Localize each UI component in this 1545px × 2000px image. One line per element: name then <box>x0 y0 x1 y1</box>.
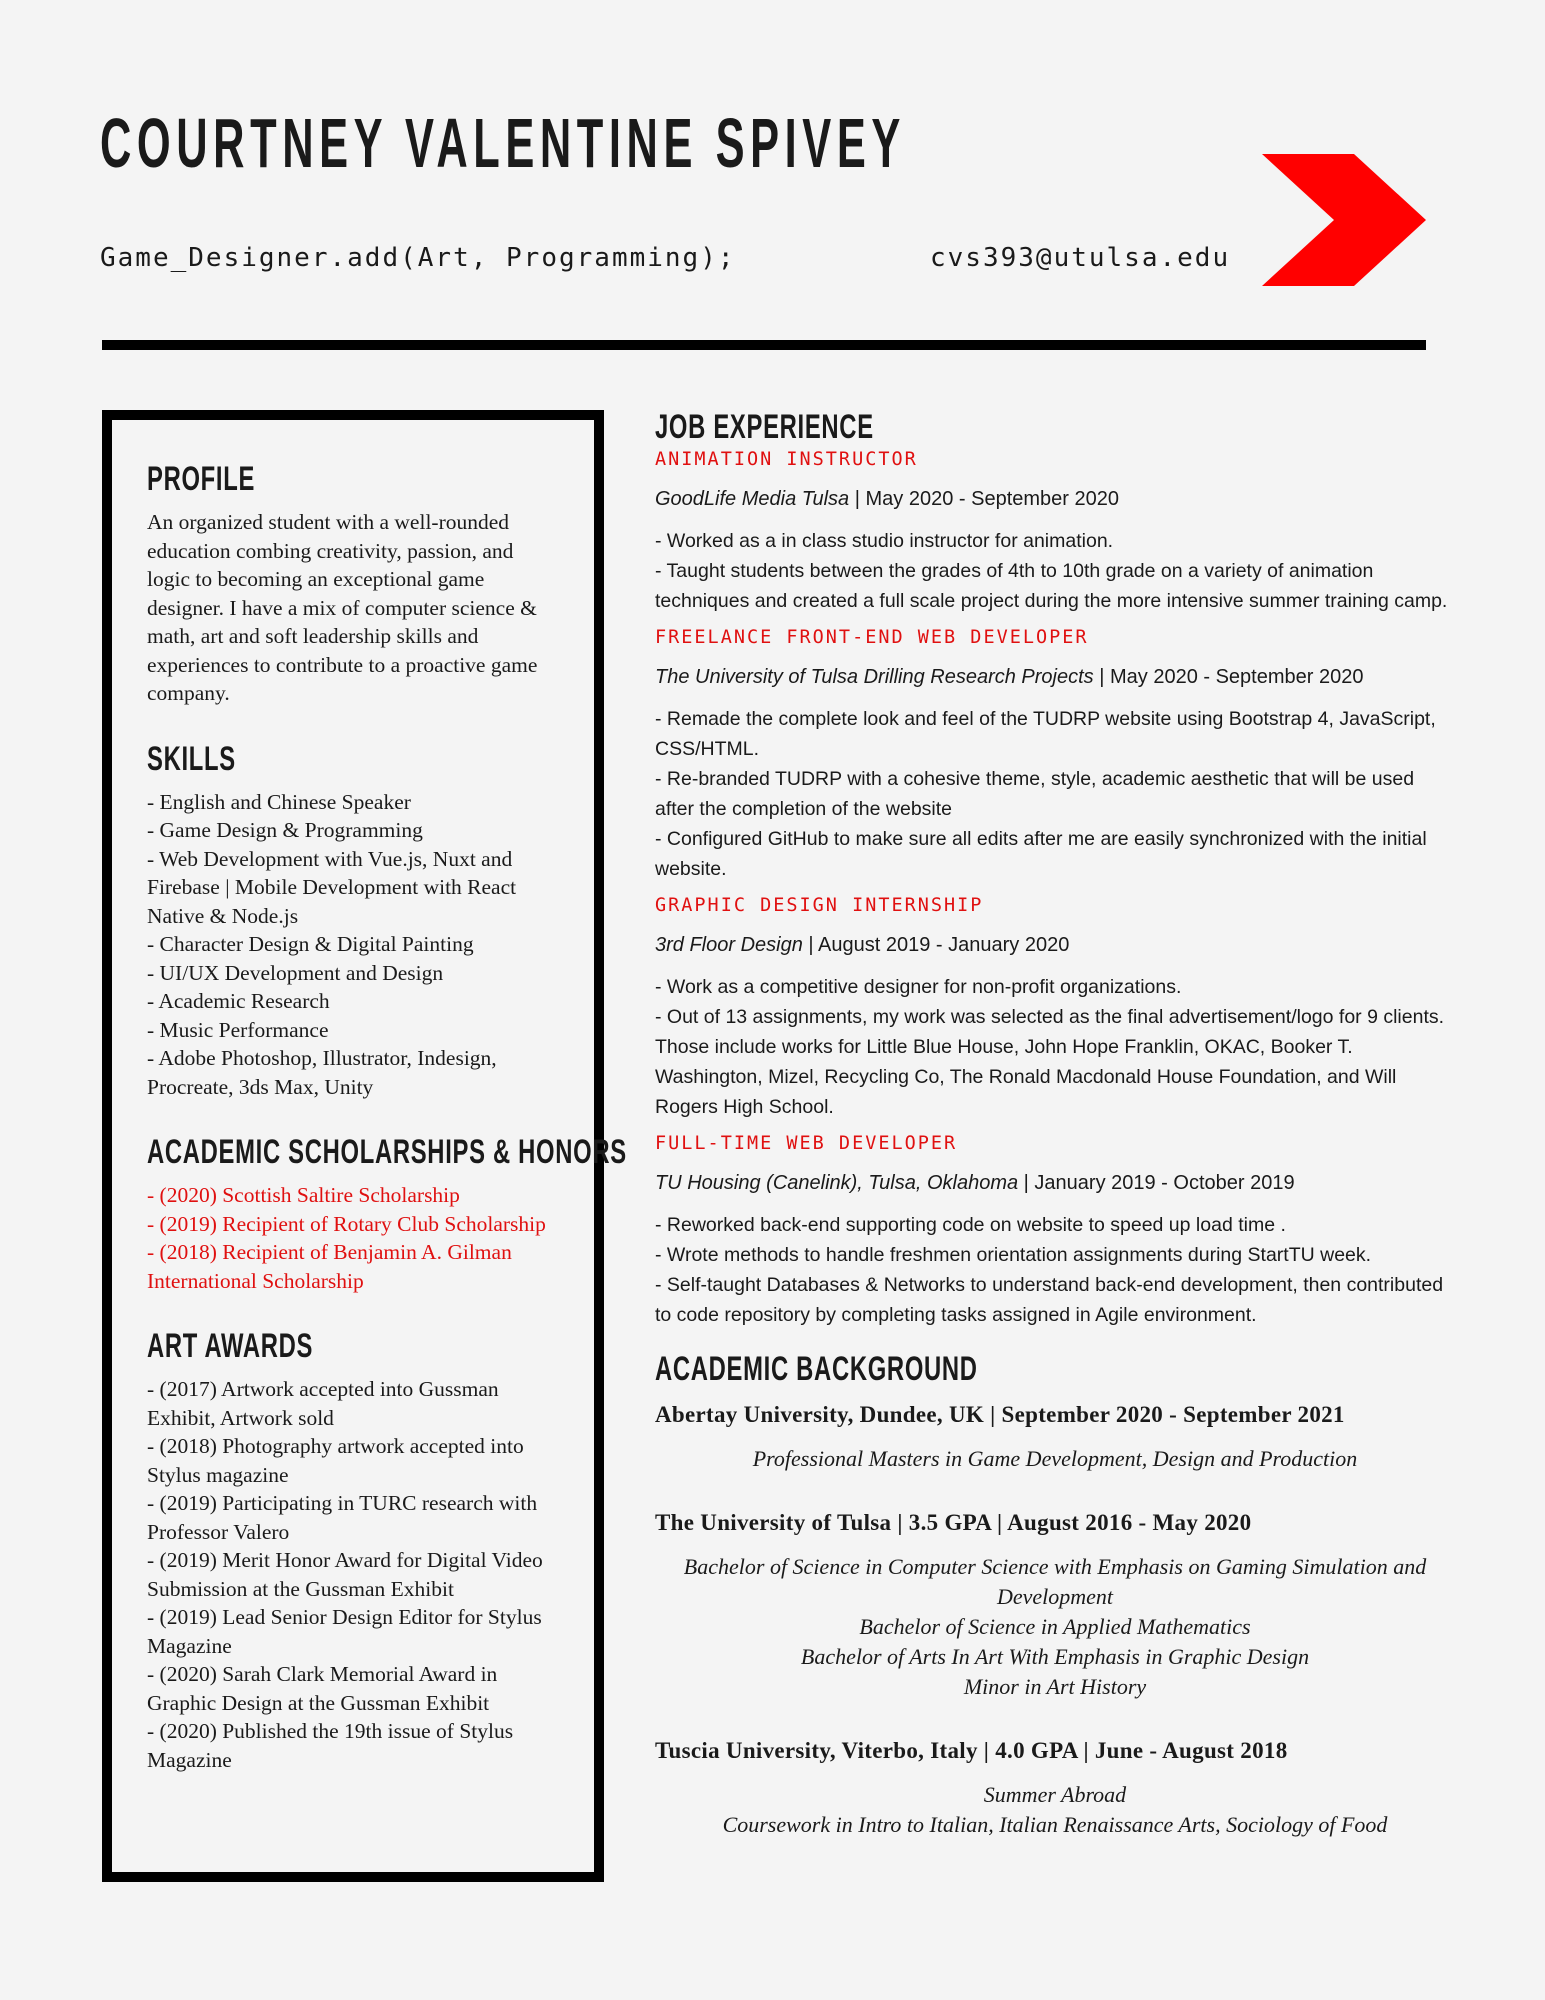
tagline: Game_Designer.add(Art, Programming); <box>100 243 736 273</box>
profile-section <box>147 462 558 708</box>
sidebar <box>102 410 627 1882</box>
job-bullets <box>655 704 1455 884</box>
experience-heading: JOB EXPERIENCE <box>655 408 874 446</box>
award-item: - (2020) Sarah Clark Memorial Award in Graphic Design at the Gussman Exhibit <box>147 1662 498 1715</box>
job-bullets <box>655 526 1455 616</box>
job-dates: | May 2020 - September 2020 <box>1093 666 1364 688</box>
award-item: - (2020) Published the 19th issue of Stylus Magazine <box>147 1719 514 1772</box>
chevron-right-icon <box>1262 154 1426 286</box>
education-entry <box>655 1736 1455 1840</box>
awards-heading: ART AWARDS <box>147 1327 314 1365</box>
award-item: - (2018) Photography artwork accepted into Stylus magazine <box>147 1434 524 1487</box>
skill-item: - Adobe Photoshop, Illustrator, Indesign, Procreate, 3ds Max, Unity <box>147 1046 497 1099</box>
degree-line: Bachelor of Science in Applied Mathematics <box>859 1614 1251 1639</box>
skill-item: - Character Design & Digital Painting <box>147 932 474 956</box>
job-bullets <box>655 972 1455 1122</box>
job-meta <box>655 486 1455 512</box>
skill-item: - Web Development with Vue.js, Nuxt and Firebase | Mobile Development with React Native & Node.js <box>147 846 517 928</box>
job-meta <box>655 932 1455 958</box>
job-bullet: - Re-branded TUDRP with a cohesive theme, style, academic aesthetic that will be used after the completion of the website <box>655 768 1415 820</box>
job-bullets <box>655 1210 1455 1330</box>
honor-item: - (2018) Recipient of Benjamin A. Gilman International Scholarship <box>147 1240 512 1293</box>
degree-line: Professional Masters in Game Development, Design and Production <box>752 1446 1358 1471</box>
skills-section <box>147 739 558 1102</box>
education-entry <box>655 1400 1455 1474</box>
job-dates: | August 2019 - January 2020 <box>802 934 1070 956</box>
job-title: ANIMATION INSTRUCTOR <box>655 449 918 470</box>
job-entry <box>655 894 1455 1122</box>
award-item: - (2019) Merit Honor Award for Digital Video Submission at the Gussman Exhibit <box>147 1548 543 1601</box>
skill-item: - English and Chinese Speaker <box>147 789 411 814</box>
award-item: - (2019) Participating in TURC research with Professor Valero <box>147 1491 538 1544</box>
profile-text: An organized student with a well-rounded education combing creativity, passion, and logic to becoming an exceptional game designer. I have a mix of computer science & math, art and soft leadership skills and experiences to contribute to a proactive game company. <box>147 510 538 705</box>
skills-heading: SKILLS <box>147 739 236 778</box>
job-title: FULL-TIME WEB DEVELOPER <box>655 1133 958 1154</box>
awards-list <box>147 1375 558 1774</box>
job-org: TU Housing (Canelink), Tulsa, Oklahoma <box>655 1172 1019 1194</box>
honors-heading: ACADEMIC SCHOLARSHIPS & HONORS <box>147 1133 627 1171</box>
skill-item: - Game Design & Programming <box>147 818 423 842</box>
award-item: - (2019) Lead Senior Design Editor for Stylus Magazine <box>147 1605 542 1658</box>
award-item: - (2017) Artwork accepted into Gussman Exhibit, Artwork sold <box>147 1377 499 1430</box>
degree-lines <box>655 1780 1455 1840</box>
job-bullet: - Configured GitHub to make sure all edits after me are easily synchronized with the initial website. <box>655 828 1427 880</box>
school-header: The University of Tulsa | 3.5 GPA | August 2016 - May 2020 <box>655 1510 1252 1535</box>
header-divider <box>102 340 1426 350</box>
honors-section <box>147 1133 627 1295</box>
skill-item: - Music Performance <box>147 1017 329 1042</box>
main-column <box>655 410 1455 1840</box>
degree-line: Minor in Art History <box>963 1674 1147 1699</box>
degree-line: Summer Abroad <box>983 1782 1127 1807</box>
job-meta <box>655 1170 1455 1196</box>
skills-list <box>147 788 558 1102</box>
job-title: GRAPHIC DESIGN INTERNSHIP <box>655 895 984 916</box>
honors-list <box>147 1181 558 1295</box>
profile-heading: PROFILE <box>147 460 256 498</box>
job-bullet: - Taught students between the grades of 4th to 10th grade on a variety of animation techniques and created a full scale project during the more intensive summer training camp. <box>655 560 1448 612</box>
job-meta <box>655 664 1455 690</box>
education-entry <box>655 1508 1455 1702</box>
job-bullet: - Wrote methods to handle freshmen orientation assignments during StartTU week. <box>655 1244 1372 1266</box>
job-bullet: - Remade the complete look and feel of the TUDRP website using Bootstrap 4, JavaScript, CSS/HTML. <box>655 708 1436 760</box>
degree-lines <box>655 1552 1455 1702</box>
job-bullet: - Self-taught Databases & Networks to understand back-end development, then contributed to code repository by completing tasks assigned in Agile environment. <box>655 1274 1444 1326</box>
honor-item: - (2020) Scottish Saltire Scholarship <box>147 1183 460 1207</box>
job-bullet: - Reworked back-end supporting code on website to speed up load time . <box>655 1214 1286 1236</box>
degree-line: Bachelor of Arts In Art With Emphasis in Graphic Design <box>800 1644 1310 1669</box>
job-org: The University of Tulsa Drilling Research Projects <box>655 666 1094 688</box>
job-bullet: - Work as a competitive designer for non-profit organizations. <box>655 976 1182 998</box>
job-dates: | January 2019 - October 2019 <box>1018 1172 1295 1194</box>
degree-line: Coursework in Intro to Italian, Italian Renaissance Arts, Sociology of Food <box>722 1812 1388 1837</box>
job-entry <box>655 1132 1455 1330</box>
job-org: GoodLife Media Tulsa <box>655 488 850 510</box>
honor-item: - (2019) Recipient of Rotary Club Scholarship <box>147 1211 546 1236</box>
skill-item: - UI/UX Development and Design <box>147 960 444 985</box>
school-header: Tuscia University, Viterbo, Italy | 4.0 GPA | June - August 2018 <box>655 1738 1288 1763</box>
awards-section <box>147 1329 558 1774</box>
job-dates: | May 2020 - September 2020 <box>849 488 1119 510</box>
school-header: Abertay University, Dundee, UK | September 2020 - September 2021 <box>655 1402 1345 1427</box>
education-heading: ACADEMIC BACKGROUND <box>655 1350 978 1388</box>
job-entry <box>655 448 1455 616</box>
job-bullet: - Out of 13 assignments, my work was selected as the final advertisement/logo for 9 clients. Those include works for Little Blue House, John Hope Franklin, OKAC, Booker T. Washington, Mizel, Recycling Co, The Ronald Macdonald House Foundation, and Will Rogers High School. <box>655 1006 1445 1118</box>
job-org: 3rd Floor Design <box>655 934 803 956</box>
degree-line: Bachelor of Science in Computer Science with Emphasis on Gaming Simulation and Development <box>683 1554 1427 1609</box>
job-title: FREELANCE FRONT-END WEB DEVELOPER <box>655 627 1089 648</box>
skill-item: - Academic Research <box>147 989 330 1013</box>
job-bullet: - Worked as a in class studio instructor for animation. <box>655 530 1114 552</box>
candidate-name: COURTNEY VALENTINE SPIVEY <box>100 104 906 182</box>
degree-lines <box>655 1444 1455 1474</box>
email: cvs393@utulsa.edu <box>930 243 1231 273</box>
job-entry <box>655 626 1455 884</box>
